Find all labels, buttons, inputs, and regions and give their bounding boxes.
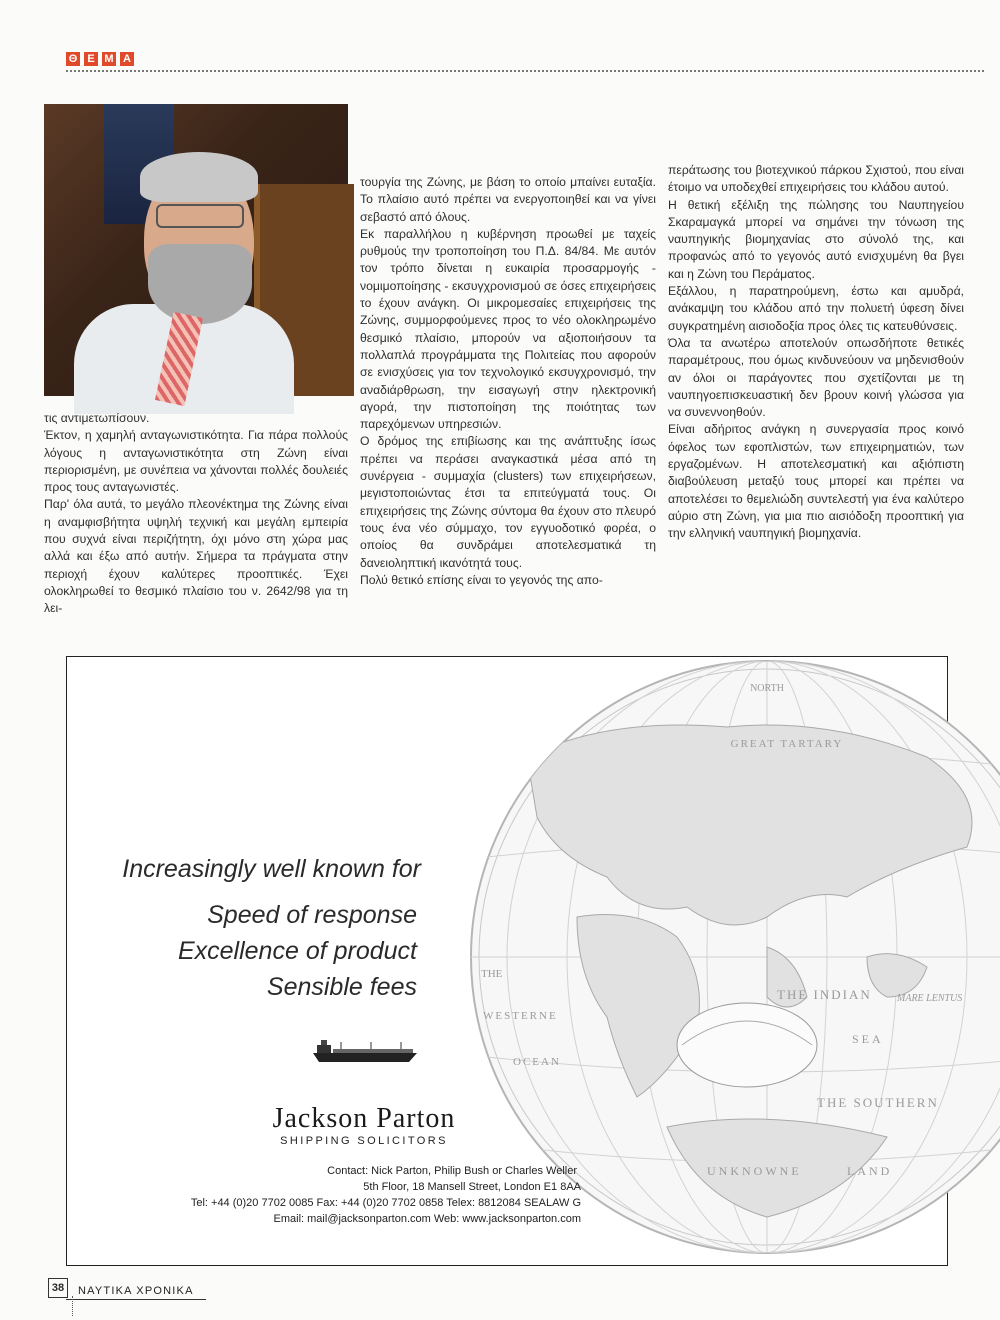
map-label-tartary: GREAT TARTARY [730,738,844,750]
footer-rule [66,1299,206,1300]
contact-address: 5th Floor, 18 Mansell Street, London E1 8AA [363,1181,581,1193]
map-label-westerne: WESTERNE [483,1010,558,1022]
article-column-3 [668,162,964,543]
paragraph: περάτωσης του βιοτεχνικού πάρκου Σχιστού, που είναι έτοιμο να υποδεχθεί επιχειρήσεις του κλάδου αυτού. [668,163,964,195]
section-letter: Ε [84,52,98,66]
map-label-southern: THE SOUTHERN [817,1095,939,1110]
ad-tagline-speed: Speed of response [207,901,417,929]
advertisement [66,656,963,1266]
paragraph: τουργία της Ζώνης, με βάση το οποίο μπαίνει ευταξία. Το πλαίσιο αυτό πρέπει να ενεργοποιηθεί και να γίνει σεβαστό από όλους. [360,175,656,224]
section-letter: Θ [66,52,80,66]
map-label-indian: THE INDIAN [777,987,872,1002]
brand-name: Jackson Parton [272,1103,456,1134]
paragraph: τις αντιμετωπίσουν. [44,411,150,425]
paragraph: Ο δρόμος της επιβίωσης και της ανάπτυξης ίσως πρέπει να περάσει αναγκαστικά μέσα από τη συνέργεια - συμμαχία (clusters) των επιχειρήσεων, μεγιστοποιώντας έτσι τα επιτεύγματά τους. Οι επιχειρήσεις της Ζώνης σύντομα θα έχουν στο πλευρό τους ένα νέο σύμμαχο, τον εγγυοδοτικό φορέα, ο οποίος θα συνδράμει αποτελεσματικά τη δανειοληπτική ικανότητά τους. [360,434,656,570]
glasses-shape [156,204,244,228]
ad-tagline-intro: Increasingly well known for [122,855,421,883]
map-label-land: LAND [847,1164,893,1178]
beard-shape [148,244,252,324]
contact-email-web: Email: mail@jacksonparton.com Web: www.jacksonparton.com [273,1213,581,1225]
paragraph: Είναι αδήριτος ανάγκη η συνεργασία προς κοινό όφελος των εφοπλιστών, των επιχειρηματιών, των εργαζομένων. Η αποτελεσματική και αξιόπιστη διαβούλευση μεταξύ τους μπορεί και πρέπει να αποτελέσει το θεμελιώδη συντελεστή για ένα καλύτερο αύριο στη Ζώνη, για μια πιο αισιόδοξη προοπτική για την ελληνική ναυπηγική βιομηχανία. [668,422,964,541]
contact-persons: Contact: Nick Parton, Philip Bush or Charles Weller [327,1165,577,1177]
paragraph: Εκ παραλλήλου η κυβέρνηση προωθεί με ταχείς ρυθμούς την τροποποίηση του Π.Δ. 84/84. Με αυτόν τον τρόπο δίνεται η ευκαιρία προσαρμογής - νομιμοποίησης - εκσυγχρονισμού σε όσες επιχειρήσεις το έχουν ανάγκη. Οι μικρομεσαίες επιχειρήσεις της Ζώνης, συμμορφούμενες προς το νέο ολοκληρωμένο θεσμικό πλαίσιο, μπορούν να αξιοποιήσουν τα πολλαπλά προγράμματα της Πολιτείας που αφορούν σε ενισχύσεις για τον τεχνολογικό εκσυγχρονισμό, την αναδιάρθρωση, την εισαγωγή στην ηλεκτρονική αγορά, την πιστοποίηση της ποιότητας των παρεχόμενων υπηρεσιών. [360,226,656,432]
header-dotted-rule [66,70,984,72]
contact-phone: Tel: +44 (0)20 7702 0085 Fax: +44 (0)20 7702 0858 Telex: 8812084 SEALAW G [190,1197,581,1209]
brand-subtitle: SHIPPING SOLICITORS [280,1135,448,1147]
map-label-north: NORTH [750,683,784,694]
paragraph: Η θετική εξέλιξη της πώλησης του Ναυπηγείου Σκαραμαγκά μπορεί να σημάνει την τόνωση της ναυπηγικής βιομηχανίας στο σύνολό της, και προφανώς από το γεγονός αυτό ενισχυμένη θα βγει και η Ζώνη του Περάματος. [668,197,964,281]
map-label-the: THE [481,968,503,980]
map-label-ocean: OCEAN [513,1056,561,1068]
paragraph: Έκτον, η χαμηλή ανταγωνιστικότητα. Για πάρα πολλούς λόγους η ανταγωνιστικότητα στη Ζώνη είναι περιορισμένη, με συνέπεια να χάνονται πολλές δουλειές προς τους ανταγωνιστές. [44,428,348,495]
section-letter: Μ [102,52,116,66]
footer-dotted-rule [72,1296,73,1316]
page-number: 38 [48,1278,68,1298]
brand-block [259,1103,469,1147]
portrait-photo [44,104,348,396]
ad-tagline-fees: Sensible fees [266,973,417,1001]
map-label-sea: SEA [852,1032,884,1046]
map-label-mare: MARE LENTUS [897,993,963,1004]
paragraph: Πολύ θετικό επίσης είναι το γεγονός της απο- [360,572,603,587]
hair-shape [140,152,258,202]
article-column-2 [360,174,656,589]
paragraph: Όλα τα ανωτέρω αποτελούν οπωσδήποτε θετικές παραμέτρους, που όμως κινδυνεύουν να μηδενισθούν αν όλοι οι παράγοντες που σχετίζονται με τη ναυπηγοεπισκευαστική δεν βρουν κοινή γλώσσα για να συνεννοηθούν. [668,335,964,420]
map-label-unknowne: UNKNOWNE [707,1164,802,1178]
publication-name: ΝΑΥΤΙΚΑ ΧΡΟΝΙΚΑ [78,1285,194,1297]
article-column-1 [44,410,348,618]
paragraph: Εξάλλου, η παρατηρούμενη, έστω και αμυδρά, ανάκαμψη του κλάδου από την πολυετή ύφεση δίνει συγκρατημένη αισιοδοξία προς όλες τις κατευθύνσεις. [668,284,964,333]
ad-tagline-excellence: Excellence of product [177,937,417,965]
section-letter: Α [120,52,134,66]
ship-icon [311,1035,421,1065]
section-tag [66,52,134,66]
paragraph: Παρ' όλα αυτά, το μεγάλο πλεονέκτημα της Ζώνης είναι η αναμφισβήτητα υψηλή τεχνική και μεγάλη εμπειρία που συχνά είναι περιζήτητη, όχι μόνο στη χώρα μας αλλά και έξω από αυτήν. Σήμερα τα πράγματα στην περιοχή έχουν καλύτερες προοπτικές. Έχει ολοκληρωθεί το θεσμικό πλαίσιο του ν. 2642/98 για τη λει- [44,497,348,616]
